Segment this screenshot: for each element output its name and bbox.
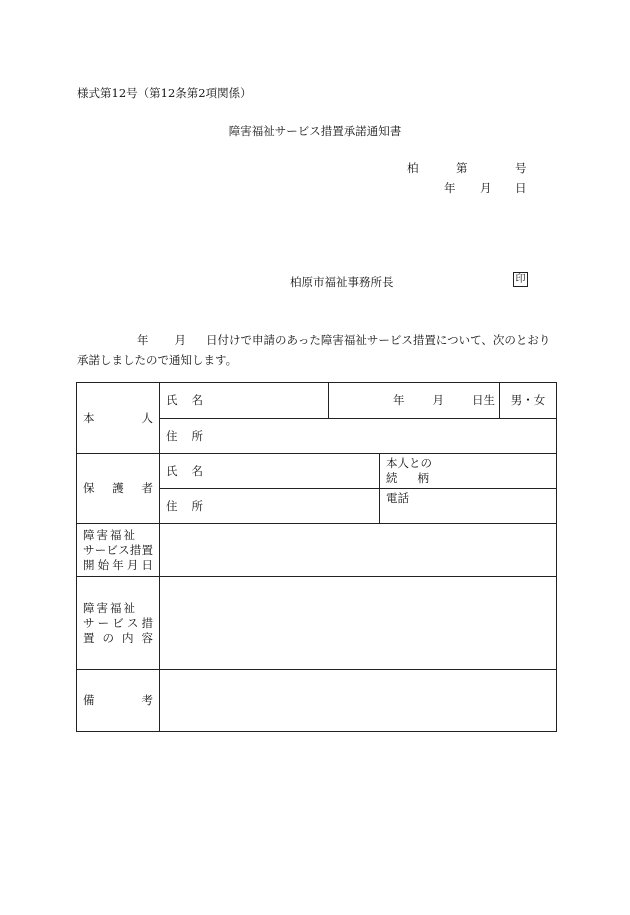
doc-date-year: 年	[444, 181, 456, 195]
body-text	[77, 330, 553, 370]
doc-number-dai: 第	[456, 161, 468, 175]
issuer-name: 柏原市福祉事務所長	[290, 275, 394, 289]
seal-mark: 印	[513, 272, 528, 287]
guardian-name-label-1: 氏	[166, 463, 178, 478]
guardian-address-cell[interactable]	[160, 489, 380, 524]
guardian-relation-line1: 本人との	[386, 456, 432, 470]
doc-date-month: 月	[480, 181, 492, 195]
guardian-relation-cell[interactable]	[380, 454, 557, 489]
body-month: 月	[174, 333, 186, 347]
doc-number-prefix: 柏	[407, 161, 419, 175]
guardian-phone-label: 電話	[386, 491, 409, 505]
guardian-relation-gara: 柄	[417, 471, 429, 485]
guardian-label: 保 護 者	[77, 454, 160, 524]
service-content-value-cell[interactable]	[160, 577, 557, 670]
doc-number-go: 号	[515, 161, 527, 175]
person-birth-day: 日生	[472, 393, 495, 407]
remarks-value-cell[interactable]	[160, 670, 557, 732]
document-title: 障害福祉サービス措置承諾通知書	[228, 124, 402, 138]
person-sex: 男・女	[510, 393, 546, 407]
remarks-label: 備 考	[77, 670, 160, 732]
start-date-value-cell[interactable]	[160, 524, 557, 577]
person-name-cell[interactable]	[160, 383, 329, 419]
body-sentence: 日付けで申請のあった障害福祉サービス措置について、次のとおり承諾しましたので通知します。	[77, 333, 551, 367]
person-birthdate-cell[interactable]	[329, 383, 500, 419]
person-label: 本 人	[77, 383, 160, 454]
form-id: 様式第12号（第12条第2項関係）	[77, 86, 252, 100]
guardian-relation-zoku: 続	[386, 471, 398, 485]
doc-date-day: 日	[515, 181, 527, 195]
person-address-cell[interactable]	[160, 419, 557, 454]
person-sex-cell[interactable]	[500, 383, 557, 419]
person-name-label-2: 名	[191, 393, 203, 407]
guardian-name-cell[interactable]	[160, 454, 380, 489]
service-content-label: 障 害 福 祉 サ ー ビ ス 措 置 の 内 容	[77, 577, 160, 670]
person-name-label-1: 氏	[166, 393, 178, 407]
form-table	[76, 382, 557, 732]
guardian-name-label-2: 名	[191, 463, 203, 478]
body-year: 年	[137, 333, 149, 347]
guardian-phone-cell[interactable]	[380, 489, 557, 524]
person-address-label-2: 所	[191, 428, 203, 443]
guardian-address-label-2: 所	[191, 498, 203, 513]
person-address-label-1: 住	[166, 428, 178, 443]
person-birth-month: 月	[432, 393, 444, 407]
guardian-address-label-1: 住	[166, 498, 178, 513]
person-birth-year: 年	[393, 393, 405, 407]
start-date-label: 障 害 福 祉 サ ー ビ ス 措 置 開 始 年 月 日	[77, 524, 160, 577]
